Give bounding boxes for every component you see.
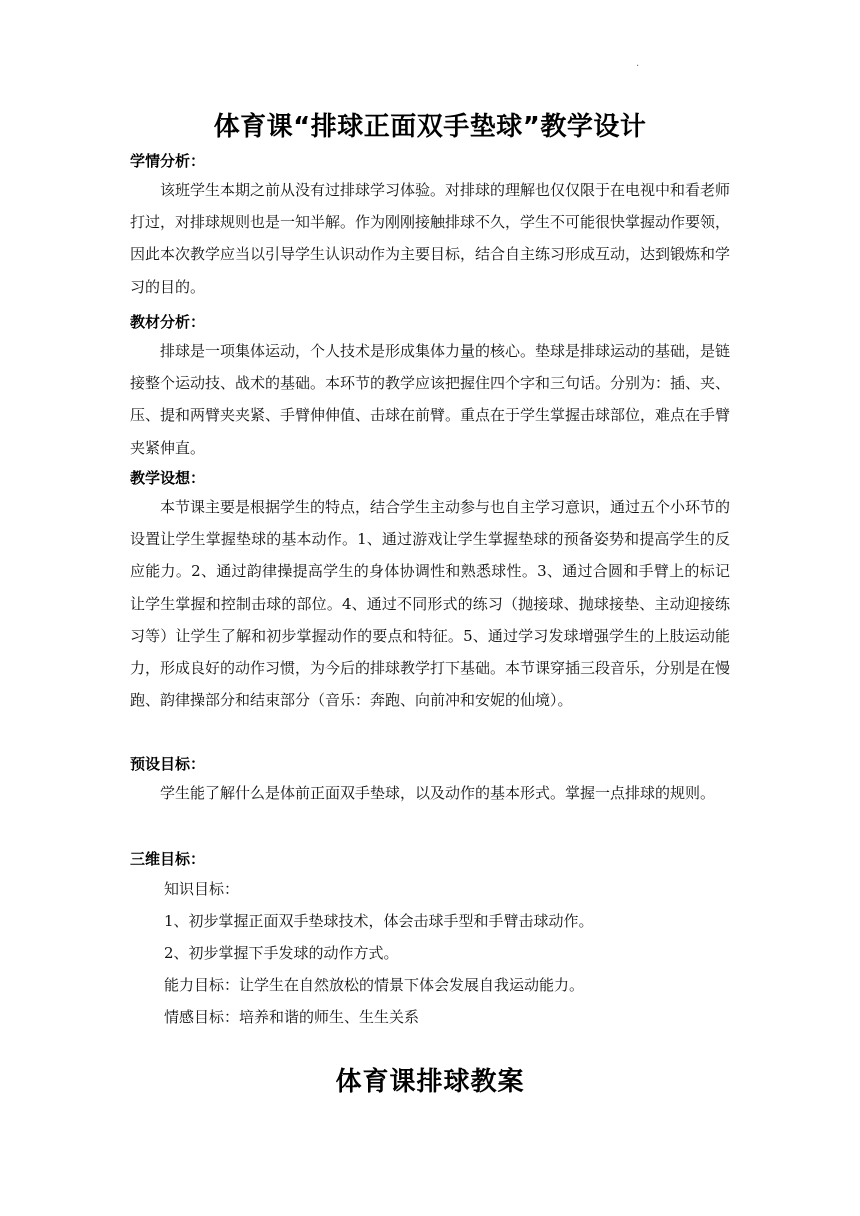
section-text-student-analysis: 该班学生本期之前从没有过排球学习体验。对排球的理解也仅仅限于在电视中和看老师打过，对排球规则也是一知半解。作为刚刚接触排球不久，学生不可能很快掌握动作要领，因此本次教学应当以引导学生认识动作为主要目标，结合自主练习形成互动，达到锻炼和学习的目的。 — [130, 181, 731, 296]
goal-line: 能力目标：让学生在自然放松的情景下体会发展自我运动能力。 — [164, 976, 585, 994]
second-title: 体育课排球教案 — [335, 1067, 525, 1097]
section-text-material-analysis: 排球是一项集体运动，个人技术是形成集体力量的核心。垫球是排球运动的基础，是链接整个运动技、战术的基础。本环节的教学应该把握住四个字和三句话。分别为：插、夹、压、提和两臂夹夹紧、手臂伸伸值、击球在前臂。重点在于学生掌握击球部位，难点在手臂夹紧伸直。 — [130, 342, 731, 457]
section-heading-preset-goals: 预设目标： — [130, 755, 206, 773]
goal-line: 2、初步掌握下手发球的动作方式。 — [164, 944, 399, 962]
section-heading-three-dimensional-goals: 三维目标： — [130, 850, 206, 868]
section-heading-material-analysis: 教材分析： — [130, 313, 206, 331]
goal-line: 情感目标：培养和谐的师生、生生关系 — [164, 1008, 420, 1026]
page-title: 体育课“排球正面双手垫球”教学设计 — [213, 112, 647, 142]
section-heading-teaching-idea: 教学设想： — [130, 469, 206, 487]
section-text-preset-goals: 学生能了解什么是体前正面双手垫球，以及动作的基本形式。掌握一点排球的规则。 — [160, 784, 716, 802]
goal-line: 1、初步掌握正面双手垫球技术，体会击球手型和手臂击球动作。 — [164, 912, 594, 930]
corner-mark: . — [636, 58, 640, 69]
goal-line: 知识目标： — [164, 880, 240, 898]
section-heading-student-analysis: 学情分析： — [130, 152, 206, 170]
section-text-teaching-idea: 本节课主要是根据学生的特点，结合学生主动参与也自主学习意识，通过五个小环节的设置让学生掌握垫球的基本动作。1、通过游戏让学生掌握垫球的预备姿势和提高学生的反应能力。2、通过韵律操提高学生的身体协调性和熟悉球性。3、通过合圆和手臂上的标记让学生掌握和控制击球的部位。4、通过不同形式的练习（抛接球、抛球接垫、主动迎接练习等）让学生了解和初步掌握动作的要点和特征。5、通过学习发球增强学生的上肢运动能力，形成良好的动作习惯，为今后的排球教学打下基础。本节课穿插三段音乐，分别是在慢跑、韵律操部分和结束部分（音乐：奔跑、向前冲和安妮的仙境）。 — [130, 498, 731, 710]
